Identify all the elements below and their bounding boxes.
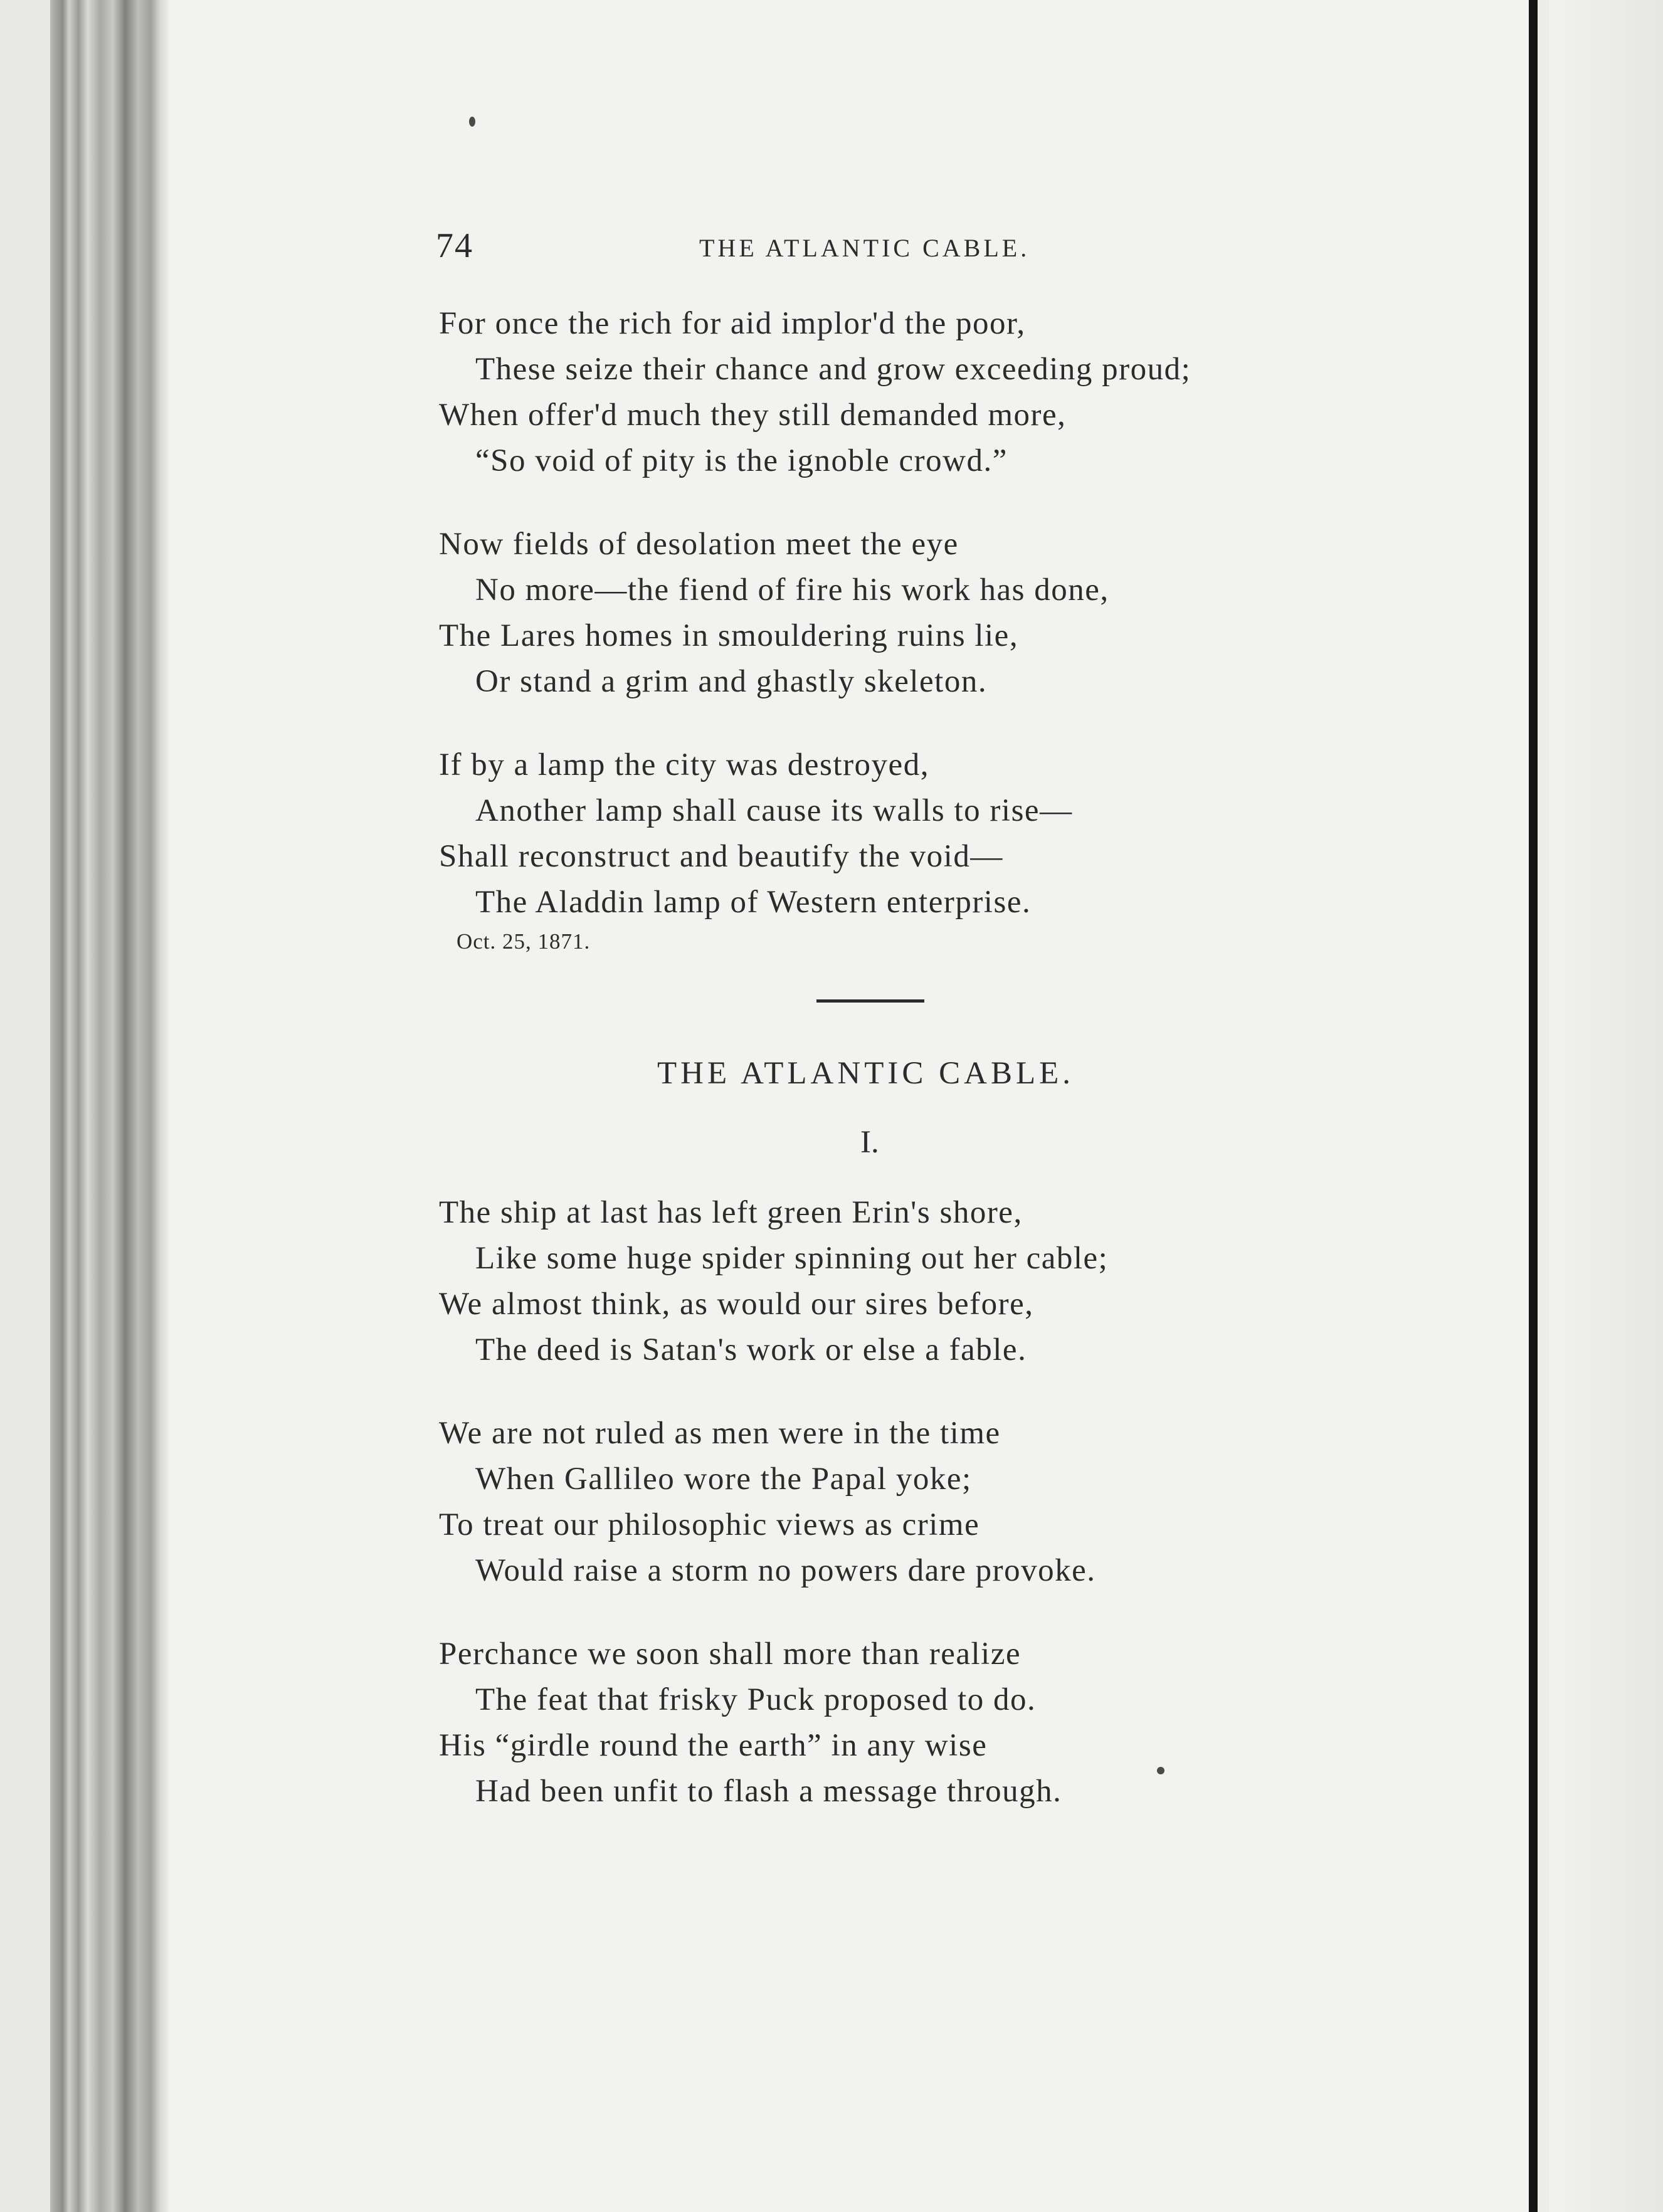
adjacent-page bbox=[1549, 0, 1663, 2212]
stanza-break bbox=[439, 705, 1380, 742]
stanza bbox=[439, 522, 1380, 705]
stanza bbox=[439, 742, 1380, 925]
poem-line: When Gallileo wore the Papal yoke; bbox=[475, 1462, 972, 1497]
poem-line: Another lamp shall cause its walls to rise— bbox=[475, 793, 1073, 828]
stanza-break bbox=[439, 1594, 1380, 1631]
poem-line: We are not ruled as men were in the time bbox=[439, 1416, 1001, 1451]
poem-line: The Lares homes in smouldering ruins lie, bbox=[439, 618, 1019, 653]
poem-atlantic-cable bbox=[439, 1190, 1380, 1814]
section-title: THE ATLANTIC CABLE. bbox=[657, 1056, 1075, 1091]
running-title: THE ATLANTIC CABLE. bbox=[699, 234, 1030, 262]
page-number: 74 bbox=[436, 226, 473, 265]
poem-line: We almost think, as would our sires before, bbox=[439, 1287, 1034, 1322]
poem-continuation bbox=[439, 301, 1380, 925]
stanza bbox=[439, 301, 1380, 484]
poem-line: Perchance we soon shall more than realize bbox=[439, 1636, 1022, 1672]
stanza bbox=[439, 1411, 1380, 1594]
page-gutter-rule bbox=[1529, 0, 1538, 2212]
poem-line: “So void of pity is the ignoble crowd.” bbox=[475, 443, 1008, 478]
poem-line: For once the rich for aid implor'd the poor, bbox=[439, 306, 1026, 341]
poem-line: His “girdle round the earth” in any wise bbox=[439, 1728, 988, 1763]
book-binding-edge bbox=[0, 0, 169, 2212]
poem-line: When offer'd much they still demanded more, bbox=[439, 398, 1067, 433]
stanza bbox=[439, 1190, 1380, 1373]
stanza bbox=[439, 1631, 1380, 1814]
poem-line: These seize their chance and grow exceeding proud; bbox=[475, 352, 1191, 387]
poem-line: The Aladdin lamp of Western enterprise. bbox=[475, 885, 1032, 920]
poem-line: Like some huge spider spinning out her cable; bbox=[475, 1241, 1109, 1276]
running-head bbox=[436, 226, 1314, 276]
poem-line: The feat that frisky Puck proposed to do. bbox=[475, 1682, 1037, 1717]
poem-line: The ship at last has left green Erin's shore, bbox=[439, 1195, 1023, 1230]
poem-line: Shall reconstruct and beautify the void— bbox=[439, 839, 1003, 874]
poem-line: Would raise a storm no powers dare provoke. bbox=[475, 1553, 1096, 1588]
poem-line: The deed is Satan's work or else a fable. bbox=[475, 1332, 1027, 1367]
poem-line: Or stand a grim and ghastly skeleton. bbox=[475, 664, 988, 699]
poem-line: No more—the fiend of fire his work has done, bbox=[475, 572, 1109, 608]
section-divider bbox=[816, 999, 924, 1003]
poem-line: Now fields of desolation meet the eye bbox=[439, 527, 959, 562]
stanza-break bbox=[439, 484, 1380, 522]
ink-speck bbox=[469, 117, 475, 127]
poem-line: To treat our philosophic views as crime bbox=[439, 1507, 980, 1542]
poem-line: Had been unfit to flash a message through. bbox=[475, 1774, 1062, 1809]
stanza-break bbox=[439, 1373, 1380, 1411]
section-number: I. bbox=[860, 1125, 879, 1160]
poem-date: Oct. 25, 1871. bbox=[457, 929, 591, 954]
poem-line: If by a lamp the city was destroyed, bbox=[439, 747, 929, 782]
